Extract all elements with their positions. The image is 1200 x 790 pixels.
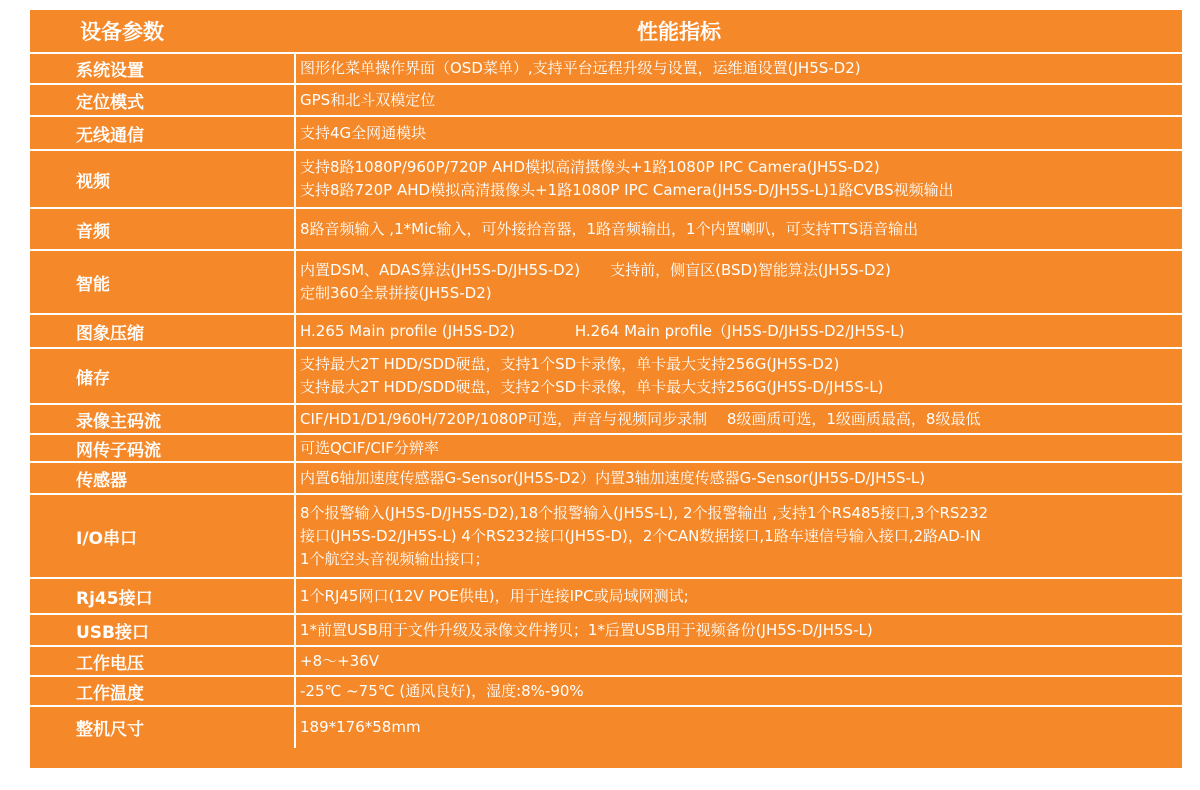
row-value bbox=[296, 463, 1182, 493]
row-label: 工作温度 bbox=[30, 677, 296, 705]
row-label: 视频 bbox=[30, 151, 296, 207]
row-value-line: +8～+36V bbox=[300, 651, 380, 670]
table-row bbox=[30, 349, 1182, 405]
row-value-line: 支持8路1080P/960P/720P AHD模拟高清摄像头+1路1080P IPC Camera(JH5S-D2) bbox=[300, 158, 880, 176]
row-value-line: 内置6轴加速度传感器G-Sensor(JH5S-D2）内置3轴加速度传感器G-Sensor(JH5S-D/JH5S-L) bbox=[300, 468, 926, 487]
table-row bbox=[30, 677, 1182, 707]
row-value-line: 内置DSM、ADAS算法(JH5S-D/JH5S-D2) 支持前，侧盲区(BSD)智能算法(JH5S-D2) bbox=[300, 261, 891, 279]
table-row bbox=[30, 315, 1182, 349]
table-row bbox=[30, 85, 1182, 117]
row-value bbox=[296, 54, 1182, 83]
row-label: 音频 bbox=[30, 209, 296, 249]
row-value-line: H.265 Main profile (JH5S-D2) H.264 Main profile（JH5S-D/JH5S-D2/JH5S-L) bbox=[300, 321, 905, 340]
row-label: 系统设置 bbox=[30, 54, 296, 83]
row-value bbox=[296, 251, 1182, 313]
row-label: 整机尺寸 bbox=[30, 707, 296, 748]
row-value-line: -25℃ ~75℃ (通风良好)，湿度:8%-90% bbox=[300, 681, 584, 700]
table-row bbox=[30, 209, 1182, 251]
row-value bbox=[296, 579, 1182, 613]
row-label: Rj45接口 bbox=[30, 579, 296, 613]
row-value bbox=[296, 315, 1182, 347]
row-value-line: CIF/HD1/D1/960H/720P/1080P可选，声音与视频同步录制 8级画质可选，1级画质最高，8级最低 bbox=[300, 409, 981, 428]
row-value-line: 189*176*58mm bbox=[300, 718, 421, 736]
row-value-line: 支持8路720P AHD模拟高清摄像头+1路1080P IPC Camera(JH5S-D/JH5S-L)1路CVBS视频输出 bbox=[300, 181, 954, 199]
table-header bbox=[30, 10, 1182, 54]
table-row bbox=[30, 463, 1182, 495]
table-row bbox=[30, 117, 1182, 151]
row-value bbox=[296, 349, 1182, 403]
row-value bbox=[296, 707, 1182, 748]
header-param-label: 设备参数 bbox=[80, 20, 164, 44]
row-value-line: 8个报警输入(JH5S-D/JH5S-D2),18个报警输入(JH5S-L), 2个报警输出 ,支持1个RS485接口,3个RS232 bbox=[300, 503, 989, 522]
row-value bbox=[296, 615, 1182, 645]
row-value-line: 支持4G全网通模块 bbox=[300, 123, 427, 142]
row-value bbox=[296, 209, 1182, 249]
row-label: 工作电压 bbox=[30, 647, 296, 675]
table-row bbox=[30, 647, 1182, 677]
row-label: 传感器 bbox=[30, 463, 296, 493]
table-row bbox=[30, 707, 1182, 748]
row-value-line: 图形化菜单操作界面（OSD菜单）,支持平台远程升级与设置，运维通设置(JH5S-D2) bbox=[300, 59, 861, 77]
row-label: 无线通信 bbox=[30, 117, 296, 149]
row-value bbox=[296, 647, 1182, 675]
row-value bbox=[296, 495, 1182, 577]
row-value-line: 8路音频输入 ,1*Mic输入，可外接拾音器，1路音频输出，1个内置喇叭，可支持TTS语音输出 bbox=[300, 219, 919, 238]
row-value-line: 1*前置USB用于文件升级及录像文件拷贝；1*后置USB用于视频备份(JH5S-D/JH5S-L) bbox=[300, 620, 873, 639]
table-row bbox=[30, 435, 1182, 463]
row-value-line: GPS和北斗双模定位 bbox=[300, 90, 436, 109]
table-row bbox=[30, 251, 1182, 315]
table-row bbox=[30, 615, 1182, 647]
row-value bbox=[296, 435, 1182, 461]
row-label: USB接口 bbox=[30, 615, 296, 645]
row-value-line: 支持最大2T HDD/SDD硬盘，支持2个SD卡录像，单卡最大支持256G(JH5S-D/JH5S-L) bbox=[300, 378, 884, 396]
row-value bbox=[296, 677, 1182, 705]
row-value-line: 定制360全景拼接(JH5S-D2) bbox=[300, 284, 492, 302]
row-value-line: 1个航空头音视频输出接口； bbox=[300, 549, 490, 568]
table-row bbox=[30, 151, 1182, 209]
row-value bbox=[296, 85, 1182, 115]
row-label: 图象压缩 bbox=[30, 315, 296, 347]
row-label: I/O串口 bbox=[30, 495, 296, 577]
row-label: 网传子码流 bbox=[30, 435, 296, 461]
spec-table bbox=[30, 10, 1182, 768]
row-value-line: 可选QCIF/CIF分辨率 bbox=[300, 438, 439, 457]
row-label: 录像主码流 bbox=[30, 405, 296, 433]
row-value-line: 接口(JH5S-D2/JH5S-L) 4个RS232接口(JH5S-D)，2个CAN数据接口,1路车速信号输入接口,2路AD-IN bbox=[300, 526, 981, 545]
table-row bbox=[30, 54, 1182, 85]
row-label: 智能 bbox=[30, 251, 296, 313]
row-label: 定位模式 bbox=[30, 85, 296, 115]
table-row bbox=[30, 405, 1182, 435]
row-value-line: 支持最大2T HDD/SDD硬盘，支持1个SD卡录像，单卡最大支持256G(JH5S-D2) bbox=[300, 355, 840, 373]
row-value bbox=[296, 405, 1182, 433]
table-row bbox=[30, 495, 1182, 579]
row-value bbox=[296, 151, 1182, 207]
row-label: 储存 bbox=[30, 349, 296, 403]
row-value bbox=[296, 117, 1182, 149]
header-spec-label: 性能指标 bbox=[637, 20, 721, 44]
row-value-line: 1个RJ45网口(12V POE供电)，用于连接IPC或局域网测试; bbox=[300, 586, 689, 605]
table-row bbox=[30, 579, 1182, 615]
